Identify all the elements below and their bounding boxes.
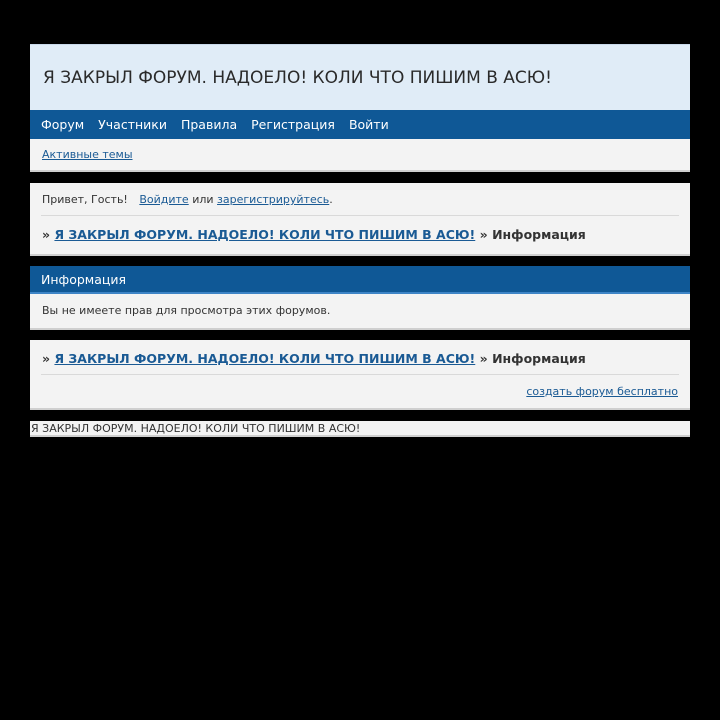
footer-strip (30, 421, 690, 437)
or-text: или (192, 193, 214, 206)
nav-login[interactable]: Войти (348, 117, 389, 132)
breadcrumb-current: Информация (492, 351, 586, 366)
info-panel (30, 266, 690, 330)
bottom-panel (30, 340, 690, 410)
breadcrumb-prefix: » (42, 227, 51, 242)
breadcrumb-forum-link[interactable]: Я ЗАКРЫЛ ФОРУМ. НАДОЕЛО! КОЛИ ЧТО ПИШИМ В АСЮ! (54, 227, 476, 242)
footer-text: Я ЗАКРЫЛ ФОРУМ. НАДОЕЛО! КОЛИ ЧТО ПИШИМ В АСЮ! (31, 422, 361, 435)
welcome-panel (30, 183, 690, 256)
forum-title: Я ЗАКРЫЛ ФОРУМ. НАДОЕЛО! КОЛИ ЧТО ПИШИМ В АСЮ! (30, 44, 690, 110)
create-forum-link[interactable]: создать форум бесплатно (526, 385, 678, 398)
subnav (30, 139, 690, 168)
main-nav (30, 110, 690, 139)
breadcrumb-bottom (30, 340, 690, 374)
login-link[interactable]: Войдите (139, 193, 189, 206)
nav-rules[interactable]: Правила (180, 117, 238, 132)
breadcrumb-forum-link[interactable]: Я ЗАКРЫЛ ФОРУМ. НАДОЕЛО! КОЛИ ЧТО ПИШИМ В АСЮ! (54, 351, 476, 366)
greeting-line (30, 183, 690, 215)
breadcrumb-prefix: » (42, 351, 51, 366)
breadcrumb-current: Информация (492, 227, 586, 242)
breadcrumb-separator: » (479, 351, 488, 366)
nav-register[interactable]: Регистрация (251, 117, 335, 132)
nav-forum[interactable]: Форум (41, 117, 85, 132)
info-message: Вы не имеете прав для просмотра этих форумов. (42, 304, 331, 317)
forum-header (30, 44, 690, 172)
breadcrumb (30, 216, 690, 253)
active-topics-link[interactable]: Активные темы (42, 148, 133, 161)
register-link[interactable]: зарегистрируйтесь (217, 193, 330, 206)
breadcrumb-separator: » (479, 227, 488, 242)
greeting-text: Привет, Гость! (42, 193, 128, 206)
info-heading: Информация (30, 266, 690, 294)
period-text: . (329, 193, 333, 206)
nav-members[interactable]: Участники (98, 117, 167, 132)
create-forum-row (30, 375, 690, 407)
